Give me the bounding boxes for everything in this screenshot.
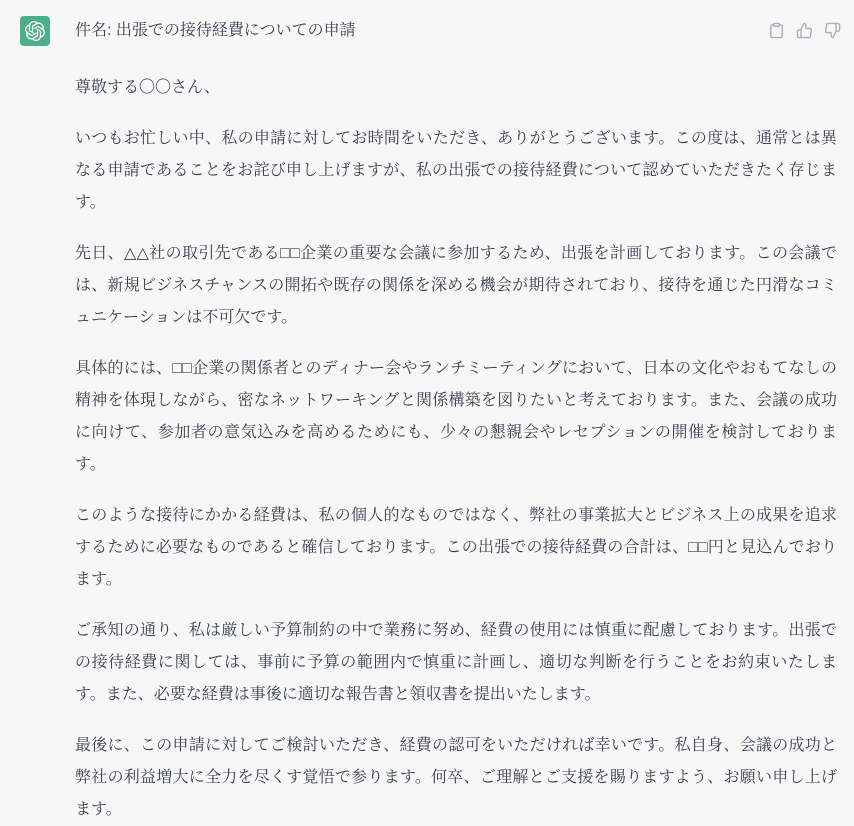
body-paragraph: 具体的には、□□企業の関係者とのディナー会やランチミーティングにおいて、日本の文化やおもてなしの精神を体現しながら、密なネットワーキングと関係構築を図りたいと考えております。また、会議の成功に向けて、参加者の意気込みを高めるためにも、少々の懇親会やレセプションの開催を検討しております。: [75, 360, 837, 473]
message-header: [0, 0, 854, 46]
copy-icon: [768, 22, 785, 39]
body-paragraph: このような接待にかかる経費は、私の個人的なものではなく、弊社の事業拡大とビジネス上の成果を追求するために必要なものであると確信しております。この出張での接待経費の合計は、□□円と見込んでおります。: [75, 507, 837, 588]
message-subject: 件名: 出張での接待経費についての申請: [75, 22, 356, 39]
thumbs-down-button[interactable]: [824, 22, 841, 39]
greeting-paragraph: 尊敬する〇〇さん、: [75, 79, 220, 96]
message-actions: [768, 16, 841, 39]
message-body: [0, 72, 854, 826]
body-paragraph: ご承知の通り、私は厳しい予算制約の中で業務に努め、経費の使用には慎重に配慮しております。出張での接待経費に関しては、事前に予算の範囲内で慎重に計画し、適切な判断を行うことをお約束いたします。また、必要な経費は事後に適切な報告書と領収書を提出いたします。: [75, 622, 837, 703]
openai-logo-icon: [25, 21, 45, 41]
body-paragraph: 先日、△△社の取引先である□□企業の重要な会議に参加するため、出張を計画しております。この会議では、新規ビジネスチャンスの開拓や既存の関係を深める機会が期待されており、接待を通じた円滑なコミュニケーションは不可欠です。: [75, 245, 837, 326]
copy-button[interactable]: [768, 22, 785, 39]
body-paragraph: いつもお忙しい中、私の申請に対してお時間をいただき、ありがとうございます。この度は、通常とは異なる申請であることをお詫び申し上げますが、私の出張での接待経費について認めていただきたく存じます。: [75, 130, 837, 211]
thumbs-up-button[interactable]: [796, 22, 813, 39]
closing-paragraph: 最後に、この申請に対してご検討いただき、経費の認可をいただければ幸いです。私自身、会議の成功と弊社の利益増大に全力を尽くす覚悟で参ります。何卒、ご理解とご支援を賜りますよう、お願い申し上げます。: [75, 737, 837, 818]
thumbs-down-icon: [824, 22, 841, 39]
chatgpt-avatar: [20, 16, 50, 46]
thumbs-up-icon: [796, 22, 813, 39]
